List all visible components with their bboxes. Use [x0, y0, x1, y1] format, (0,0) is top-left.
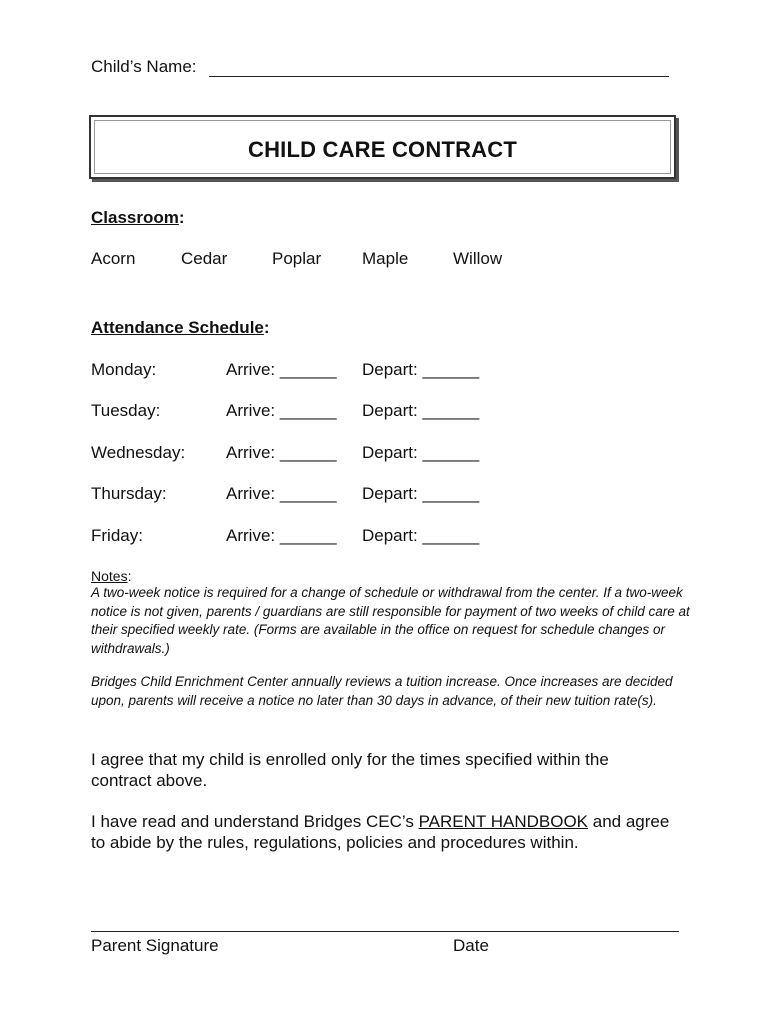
notes-paragraph-tuition: Bridges Child Enrichment Center annually reviews a tuition increase. Once increases are decided upon, parents will receive a notice no later than 30 days in advance, of their new tuition rate(s). — [91, 674, 673, 708]
schedule-arrive-thursday[interactable]: Arrive: ______ — [226, 484, 337, 503]
childs-name-row — [91, 57, 669, 77]
schedule-depart-thursday[interactable]: Depart: ______ — [362, 484, 480, 503]
schedule-depart-tuesday[interactable]: Depart: ______ — [362, 401, 480, 420]
date-label: Date — [453, 936, 489, 955]
classroom-option-cedar[interactable]: Cedar — [181, 249, 228, 268]
title-box — [89, 115, 676, 179]
classroom-heading — [91, 208, 185, 228]
schedule-depart-friday[interactable]: Depart: ______ — [362, 526, 480, 545]
agreement-enrollment-statement: I agree that my child is enrolled only for the times specified within the contract above. — [91, 750, 609, 790]
handbook-statement-before: I have read and understand Bridges CEC’s — [91, 812, 419, 831]
attendance-heading — [91, 318, 270, 338]
parent-signature-label: Parent Signature — [91, 936, 219, 955]
notes-paragraph-schedule-change: A two-week notice is required for a change of schedule or withdrawal from the center. If a two-week notice is not given, parents / guardians are still responsible for payment of two weeks of child care at their specified weekly rate. (Forms are available in the office on request for schedule changes or withdrawals.) — [91, 585, 690, 656]
schedule-depart-monday[interactable]: Depart: ______ — [362, 360, 480, 379]
classroom-heading-colon: : — [178, 208, 185, 227]
classroom-option-willow[interactable]: Willow — [453, 249, 503, 268]
attendance-heading-text: Attendance Schedule — [91, 318, 264, 337]
schedule-day-monday: Monday: — [91, 360, 157, 379]
classroom-option-poplar[interactable]: Poplar — [272, 249, 322, 268]
schedule-day-friday: Friday: — [91, 526, 143, 545]
schedule-depart-wednesday[interactable]: Depart: ______ — [362, 443, 480, 462]
page-title: CHILD CARE CONTRACT — [247, 137, 517, 162]
notes-heading-text: Notes — [91, 568, 128, 584]
schedule-arrive-monday[interactable]: Arrive: ______ — [226, 360, 337, 379]
childs-name-label: Child’s Name: — [91, 57, 197, 76]
notes-heading — [91, 568, 131, 584]
childs-name-field[interactable] — [209, 60, 669, 77]
classroom-option-maple[interactable]: Maple — [362, 249, 409, 268]
schedule-day-wednesday: Wednesday: — [91, 443, 186, 462]
signature-line[interactable] — [91, 931, 679, 932]
agreement-handbook-statement — [91, 811, 671, 853]
handbook-statement-after: and agree to abide by the rules, regulations, policies and procedures within. — [91, 812, 670, 852]
attendance-heading-colon: : — [263, 318, 270, 337]
classroom-heading-text: Classroom — [91, 208, 179, 227]
parent-handbook-link[interactable]: PARENT HANDBOOK — [418, 812, 589, 831]
schedule-arrive-wednesday[interactable]: Arrive: ______ — [226, 443, 337, 462]
classroom-option-acorn[interactable]: Acorn — [91, 249, 136, 268]
schedule-day-tuesday: Tuesday: — [91, 401, 161, 420]
schedule-arrive-friday[interactable]: Arrive: ______ — [226, 526, 337, 545]
schedule-arrive-tuesday[interactable]: Arrive: ______ — [226, 401, 337, 420]
schedule-day-thursday: Thursday: — [91, 484, 167, 503]
notes-heading-colon: : — [127, 568, 132, 584]
